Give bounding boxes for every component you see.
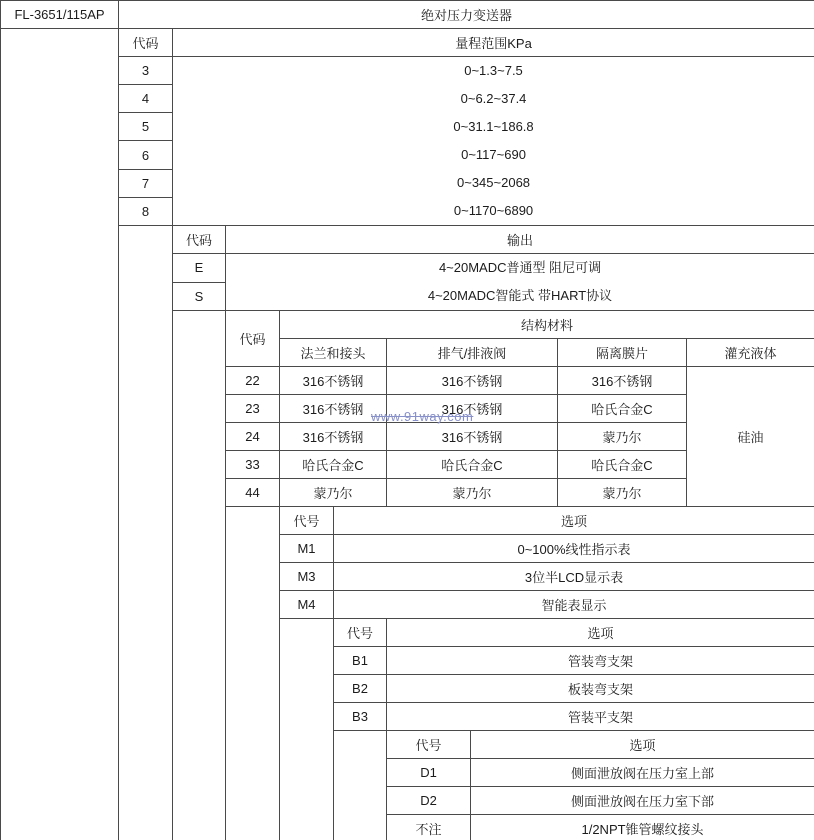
materials-col-fill-cell: 灌充液体: [687, 339, 814, 367]
output-values-cell: [226, 254, 814, 311]
material-flange-cell: 316不锈钢: [280, 423, 387, 451]
materials-col-vent-cell: 排气/排液阀: [387, 339, 558, 367]
range-value: 0~1170~6890: [453, 203, 534, 218]
material-vent-cell: 316不锈钢: [387, 423, 558, 451]
model-number-cell: FL-3651/115AP: [1, 1, 119, 29]
materials-col-flange-cell: 法兰和接头: [280, 339, 387, 367]
drain-code-cell: D2: [387, 787, 471, 815]
range-column-spacer-cell: [119, 226, 173, 840]
materials-col-diaphragm-cell: 隔离膜片: [558, 339, 687, 367]
indicator-value-cell: 智能表显示: [334, 591, 814, 619]
material-vent-cell: 蒙乃尔: [387, 479, 558, 507]
output-value: 4~20MADC智能式 带HART协议: [427, 288, 613, 303]
row-range-3: [1, 57, 814, 85]
range-value: 0~117~690: [461, 147, 526, 162]
material-code-cell: 24: [226, 423, 280, 451]
range-title-cell: 量程范围KPa: [173, 29, 814, 57]
range-code-cell: 6: [119, 141, 173, 169]
drain-value-cell: 侧面泄放阀在压力室下部: [471, 787, 814, 815]
range-value: 0~6.2~37.4: [460, 91, 527, 106]
output-code-cell: E: [173, 254, 226, 283]
material-vent-cell: 316不锈钢: [387, 367, 558, 395]
range-values-cell: [173, 57, 814, 226]
range-value: 0~31.1~186.8: [453, 119, 534, 134]
material-diaphragm-cell: 蒙乃尔: [558, 423, 687, 451]
indicator-code-cell: M3: [280, 563, 334, 591]
material-code-cell: 23: [226, 395, 280, 423]
output-title-cell: 输出: [226, 226, 814, 254]
range-code-cell: 3: [119, 57, 173, 85]
material-diaphragm-cell: 哈氏合金C: [558, 451, 687, 479]
bracket-code-cell: B3: [334, 703, 387, 731]
row-range-header: [1, 29, 814, 57]
range-value: 0~1.3~7.5: [464, 63, 523, 78]
output-code-cell: S: [173, 282, 226, 311]
material-vent-cell: 316不锈钢: [387, 395, 558, 423]
range-code-cell: 5: [119, 113, 173, 141]
material-code-cell: 44: [226, 479, 280, 507]
bracket-value-cell: 板装弯支架: [387, 675, 814, 703]
material-code-cell: 33: [226, 451, 280, 479]
material-diaphragm-cell: 哈氏合金C: [558, 395, 687, 423]
drain-value-cell: 侧面泄放阀在压力室上部: [471, 759, 814, 787]
indicator-value-cell: 3位半LCD显示表: [334, 563, 814, 591]
output-value: 4~20MADC普通型 阻尼可调: [438, 260, 602, 275]
material-flange-cell: 316不锈钢: [280, 367, 387, 395]
row-output-header: [1, 226, 814, 254]
range-code-header-cell: 代码: [119, 29, 173, 57]
indicator-column-spacer-cell: [280, 619, 334, 840]
drain-title-cell: 选项: [471, 731, 814, 759]
bracket-title-cell: 选项: [387, 619, 814, 647]
bracket-value-cell: 管装弯支架: [387, 647, 814, 675]
drain-code-cell: 不注: [387, 815, 471, 840]
model-column-spacer-cell: [1, 29, 119, 840]
range-value: 0~345~2068: [457, 175, 531, 190]
indicator-code-cell: M4: [280, 591, 334, 619]
bracket-column-spacer-cell: [334, 731, 387, 840]
material-vent-cell: 哈氏合金C: [387, 451, 558, 479]
watermark: www.91way.com: [371, 409, 474, 424]
material-fill-fluid-cell: 硅油: [687, 367, 814, 507]
material-diaphragm-cell: 316不锈钢: [558, 367, 687, 395]
materials-title-cell: 结构材料: [280, 311, 814, 339]
material-flange-cell: 316不锈钢: [280, 395, 387, 423]
indicator-code-cell: M1: [280, 535, 334, 563]
material-flange-cell: 哈氏合金C: [280, 451, 387, 479]
indicator-value-cell: 0~100%线性指示表: [334, 535, 814, 563]
drain-value-cell: 1/2NPT锥管螺纹接头: [471, 815, 814, 840]
materials-column-spacer-cell: [226, 507, 280, 840]
output-column-spacer-cell: [173, 311, 226, 840]
output-code-header-cell: 代码: [173, 226, 226, 254]
indicator-code-header-cell: 代号: [280, 507, 334, 535]
indicator-title-cell: 选项: [334, 507, 814, 535]
material-code-cell: 22: [226, 367, 280, 395]
bracket-code-cell: B1: [334, 647, 387, 675]
product-title-cell: 绝对压力变送器: [119, 1, 814, 29]
drain-code-cell: D1: [387, 759, 471, 787]
range-code-cell: 8: [119, 197, 173, 225]
material-diaphragm-cell: 蒙乃尔: [558, 479, 687, 507]
drain-code-header-cell: 代号: [387, 731, 471, 759]
material-flange-cell: 蒙乃尔: [280, 479, 387, 507]
row-product: [1, 1, 814, 29]
range-code-cell: 7: [119, 169, 173, 197]
bracket-value-cell: 管装平支架: [387, 703, 814, 731]
bracket-code-header-cell: 代号: [334, 619, 387, 647]
materials-code-header-cell: 代码: [226, 311, 280, 367]
range-code-cell: 4: [119, 85, 173, 113]
bracket-code-cell: B2: [334, 675, 387, 703]
